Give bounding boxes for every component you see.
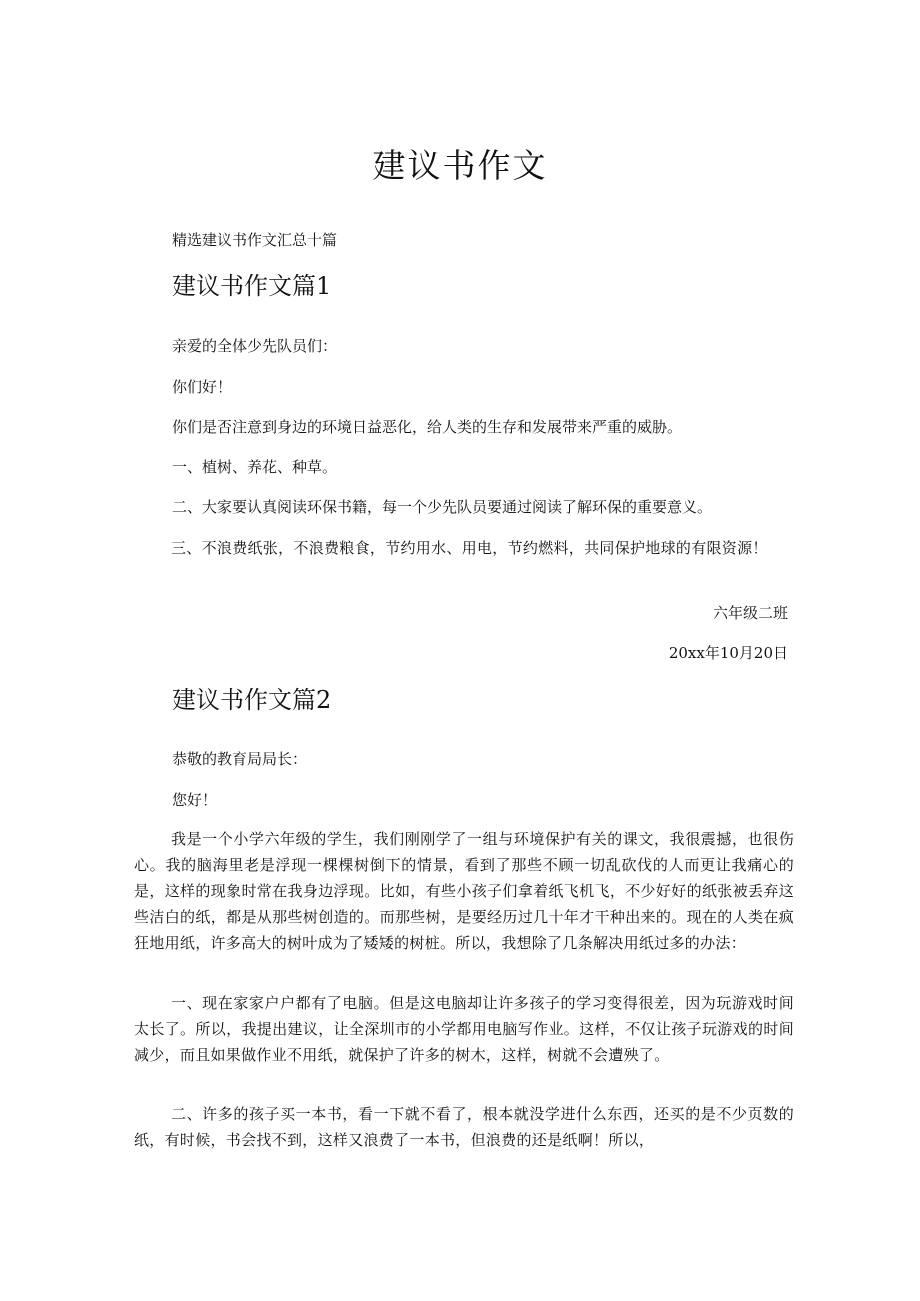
- essay-2-paragraph-1: 我是一个小学六年级的学生，我们刚刚学了一组与环境保护有关的课文，我很震撼，也很伤心。我的脑海里老是浮现一棵棵树倒下的情景，看到了那些不顾一切乱砍伐的人而更让我痛心的是，这样的现象时常在我身边浮现。比如，有些小孩子们拿着纸飞机飞，不少好好的纸张被丢弃这些洁白的纸，都是从那些树创造的。而那些树，是要经历过几十年才干种出来的。现在的人类在疯狂地用纸，许多高大的树叶成为了矮矮的树桩。所以，我想除了几条解决用纸过多的办法：: [134, 830, 794, 952]
- essay-2-paragraph-2: 一、现在家家户户都有了电脑。但是这电脑却让许多孩子的学习变得很差，因为玩游戏时间太长了。所以，我提出建议，让全深圳市的小学都用电脑写作业。这样，不仅让孩子玩游戏的时间减少，而且如果做作业不用纸，就保护了许多的树木，这样，树就不会遭殃了。: [134, 994, 794, 1064]
- essay-2-hello: 您好！: [172, 791, 218, 809]
- essay-1-intro: 你们是否注意到身边的环境日益恶化，给人类的生存和发展带来严重的威胁。: [172, 418, 683, 436]
- essay-2-paragraph-3: 二、许多的孩子买一本书，看一下就不看了，根本就没学进什么东西，还买的是不少页数的纸，有时候，书会找不到，这样又浪费了一本书，但浪费的还是纸啊！所以，: [134, 1105, 794, 1149]
- essay-1-point-2: 二、大家要认真阅读环保书籍，每一个少先队员要通过阅读了解环保的重要意义。: [172, 498, 713, 516]
- essay-1-signature: 六年级二班: [712, 604, 788, 622]
- document-title: 建议书作文: [372, 146, 548, 185]
- essay-1-point-3: 三、不浪费纸张，不浪费粮食，节约用水、用电，节约燃料，共同保护地球的有限资源！: [171, 539, 768, 557]
- essay-2-heading: 建议书作文篇2: [172, 686, 332, 714]
- document-subtitle: 精选建议书作文汇总十篇: [172, 231, 338, 249]
- essay-1-greeting: 亲爱的全体少先队员们：: [172, 337, 338, 355]
- essay-2-greeting: 恭敬的教育局局长：: [172, 750, 308, 768]
- essay-1-hello: 你们好！: [172, 378, 233, 396]
- essay-1-heading: 建议书作文篇1: [172, 272, 332, 300]
- essay-1-date: 20xx年10月20日: [668, 644, 788, 662]
- essay-1-point-1: 一、植树、养花、种草。: [172, 458, 338, 476]
